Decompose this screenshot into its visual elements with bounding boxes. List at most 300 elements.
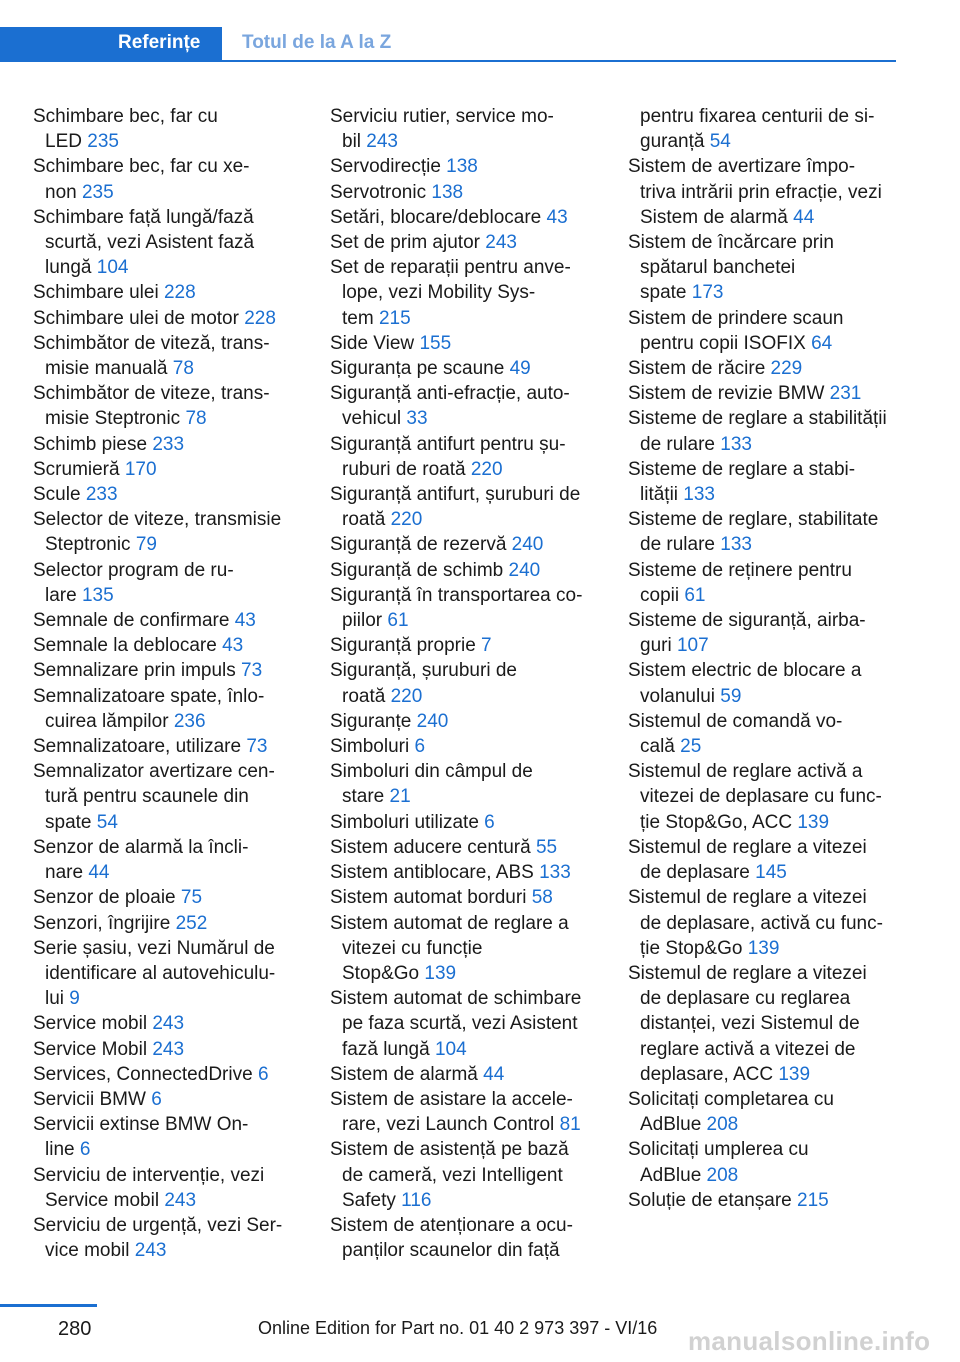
index-line [33, 255, 308, 280]
index-term: Siguranță de schimb [330, 559, 509, 581]
index-line [330, 129, 610, 154]
index-term: Services, ConnectedDrive [33, 1063, 258, 1085]
index-term: Sistem automat borduri [330, 887, 532, 909]
page-ref-link[interactable]: 229 [770, 358, 803, 380]
index-line [33, 104, 308, 129]
index-term: Solicitați umplerea cu [628, 1139, 809, 1161]
page-ref-link[interactable]: 215 [378, 307, 411, 329]
page-ref-link[interactable]: 220 [390, 685, 423, 707]
index-term: nare [45, 862, 89, 884]
index-line [33, 1163, 308, 1188]
index-term: Schimbător de viteze, trans- [33, 383, 270, 405]
index-term: non [45, 181, 82, 203]
index-line [628, 205, 928, 230]
index-line [628, 1011, 928, 1036]
page-ref-link[interactable]: 61 [684, 584, 706, 606]
index-term: AdBlue [640, 1114, 707, 1136]
index-line [628, 457, 928, 482]
index-term: Servodirecție [330, 156, 447, 178]
page-ref-link[interactable]: 208 [706, 1164, 739, 1186]
index-term: Service mobil [33, 1013, 153, 1035]
page-ref-link[interactable]: 228 [163, 282, 196, 304]
index-term: Sisteme de reglare, stabilitate [628, 509, 879, 531]
page-ref-link[interactable]: 138 [446, 156, 478, 178]
page-number: 280 [58, 1318, 92, 1340]
index-term: Safety [342, 1189, 402, 1211]
index-term: Semnalizator avertizare cen- [33, 761, 275, 783]
index-term: Simboluri utilizate [330, 811, 485, 833]
index-term: guranță [640, 131, 710, 153]
page-ref-link[interactable]: 9 [69, 988, 80, 1010]
page-ref-link[interactable]: 240 [508, 559, 541, 581]
index-term: panților scaunelor din față [342, 1240, 560, 1262]
index-term: Siguranță în transportarea co- [330, 584, 583, 606]
page-ref-link[interactable]: 116 [401, 1189, 432, 1211]
page-ref-link[interactable]: 170 [124, 458, 157, 480]
page-ref-link[interactable]: 235 [81, 181, 114, 203]
index-line [33, 986, 308, 1011]
page-ref-link[interactable]: 243 [134, 1240, 167, 1262]
index-term: Sistem automat de schimbare [330, 988, 582, 1010]
index-term: Siguranță de rezervă [330, 534, 512, 556]
page-ref-link[interactable]: 215 [797, 1189, 829, 1211]
index-term: lungă [45, 257, 97, 279]
index-line [330, 230, 610, 255]
index-term: copii [640, 584, 685, 606]
index-line [330, 507, 610, 532]
page-ref-link[interactable]: 75 [180, 887, 203, 909]
page-ref-link[interactable]: 43 [234, 610, 256, 632]
index-line [33, 1188, 308, 1213]
index-term: identificare al autovehiculu- [45, 962, 276, 984]
page-ref-link[interactable]: 138 [431, 181, 464, 203]
index-term: Service mobil [45, 1189, 165, 1211]
index-term: scurtă, vezi Asistent fază [45, 232, 255, 254]
page-ref-link[interactable]: 64 [811, 332, 833, 354]
page-ref-link[interactable]: 155 [419, 332, 452, 354]
index-line [330, 709, 610, 734]
index-term: Schimbare față lungă/fază [33, 206, 254, 228]
index-term: de rulare [640, 534, 721, 556]
page-ref-link[interactable]: 133 [539, 862, 571, 884]
index-line [628, 759, 928, 784]
page-ref-link[interactable]: 139 [778, 1063, 811, 1085]
index-term: Sistem de încărcare prin [628, 232, 834, 254]
page-ref-link[interactable]: 133 [720, 433, 752, 455]
page-ref-link[interactable]: 208 [706, 1114, 739, 1136]
index-term: rare, vezi Launch Control [342, 1114, 560, 1136]
index-term: Stop&Go [342, 962, 425, 984]
index-line [330, 532, 610, 557]
index-line [330, 1011, 610, 1036]
index-line [628, 356, 928, 381]
index-term: Siguranță anti-efracție, auto- [330, 383, 570, 405]
index-term: Siguranță antifurt, șuruburi de [330, 484, 581, 506]
page-ref-link[interactable]: 240 [416, 710, 449, 732]
index-line [330, 154, 610, 179]
index-line [330, 810, 610, 835]
index-term: misie Steptronic [45, 408, 186, 430]
index-line [330, 1137, 610, 1162]
index-term: Sistem de alarmă [640, 206, 794, 228]
page-ref-link[interactable]: 173 [691, 282, 724, 304]
page-ref-link[interactable]: 233 [85, 484, 118, 506]
index-term: Semnalizare prin impuls [33, 660, 242, 682]
index-line [330, 331, 610, 356]
index-term: vice mobil [45, 1240, 135, 1262]
index-line [628, 608, 928, 633]
index-line [33, 759, 308, 784]
index-line [33, 482, 308, 507]
index-column-3 [628, 104, 928, 1213]
index-line [33, 457, 308, 482]
page-ref-link[interactable]: 43 [546, 206, 568, 228]
index-term: Simboluri [330, 736, 415, 758]
page-ref-link[interactable]: 6 [484, 811, 495, 833]
page-ref-link[interactable]: 252 [175, 912, 208, 934]
page-ref-link[interactable]: 220 [390, 509, 423, 531]
index-line [330, 406, 610, 431]
index-term: lope, vezi Mobility Sys- [342, 282, 536, 304]
index-term: de cameră, vezi Intelligent [342, 1164, 563, 1186]
page-ref-link[interactable]: 43 [222, 635, 244, 657]
index-line [330, 1213, 610, 1238]
index-term: fază lungă [342, 1038, 435, 1060]
page-ref-link[interactable]: 54 [709, 131, 731, 153]
index-term: Sistem automat de reglare a [330, 912, 569, 934]
index-line [330, 658, 610, 683]
page-ref-link[interactable]: 78 [185, 408, 207, 430]
index-term: line [45, 1139, 80, 1161]
index-column-1 [33, 104, 308, 1263]
index-term: Sistem de avertizare împo- [628, 156, 856, 178]
index-line [628, 1112, 928, 1137]
index-line [330, 280, 610, 305]
page-ref-link[interactable]: 235 [87, 131, 119, 153]
index-line [628, 658, 928, 683]
index-line [330, 936, 610, 961]
index-line [628, 406, 928, 431]
index-line [628, 180, 928, 205]
index-line [628, 104, 928, 129]
index-term: Sistem aducere centură [330, 836, 536, 858]
index-term: AdBlue [640, 1164, 707, 1186]
index-term: ție Stop&Go [640, 937, 748, 959]
index-line [33, 658, 308, 683]
index-term: Semnalizatoare, utilizare [33, 736, 247, 758]
index-term: Selector program de ru- [33, 559, 234, 581]
index-line [628, 810, 928, 835]
index-line [330, 835, 610, 860]
page-ref-link[interactable]: 107 [676, 635, 709, 657]
index-term: Serviciu de urgență, vezi Ser- [33, 1214, 283, 1236]
index-term: Senzor de ploaie [33, 887, 181, 909]
index-term: reglare activă a vitezei de [640, 1038, 856, 1060]
page-ref-link[interactable]: 228 [244, 307, 276, 329]
index-line [33, 306, 308, 331]
index-line [330, 482, 610, 507]
index-term: triva intrării prin efracție, vezi [640, 181, 882, 203]
index-term: cală [640, 736, 681, 758]
index-line [33, 911, 308, 936]
index-term: lare [45, 584, 82, 606]
index-line [628, 482, 928, 507]
index-line [330, 1087, 610, 1112]
page-ref-link[interactable]: 243 [485, 232, 517, 254]
index-line [628, 381, 928, 406]
index-line [628, 784, 928, 809]
index-line [330, 104, 610, 129]
index-line [330, 356, 610, 381]
index-term: Serie șasiu, vezi Numărul de [33, 937, 275, 959]
index-term: guri [640, 635, 677, 657]
page-ref-link[interactable]: 135 [81, 584, 114, 606]
index-line [628, 709, 928, 734]
index-term: Sistem de alarmă [330, 1063, 484, 1085]
index-line [628, 986, 928, 1011]
index-line [628, 961, 928, 986]
page-ref-link[interactable]: 44 [88, 862, 110, 884]
page-ref-link[interactable]: 145 [755, 862, 787, 884]
index-line [628, 1037, 928, 1062]
index-line [330, 255, 610, 280]
index-line [628, 911, 928, 936]
index-term: Sistem antiblocare, ABS [330, 862, 540, 884]
page-ref-link[interactable]: 44 [483, 1063, 505, 1085]
index-term: misie manuală [45, 358, 173, 380]
index-term: tură pentru scaunele din [45, 786, 249, 808]
index-term: Semnale de confirmare [33, 610, 235, 632]
index-line [330, 784, 610, 809]
page-ref-link[interactable]: 61 [387, 610, 409, 632]
page-ref-link[interactable]: 58 [531, 887, 553, 909]
index-line [330, 381, 610, 406]
index-line [628, 734, 928, 759]
footer-rule [0, 1304, 97, 1307]
index-term: Sistemul de reglare activă a [628, 761, 863, 783]
index-term: pentru fixarea centurii de si- [640, 106, 875, 127]
index-line [330, 1163, 610, 1188]
page-ref-link[interactable]: 240 [511, 534, 544, 556]
index-term: vitezei de deplasare cu func- [640, 786, 882, 808]
index-line [628, 1062, 928, 1087]
page-ref-link[interactable]: 133 [683, 484, 715, 506]
index-line [33, 583, 308, 608]
index-line [628, 885, 928, 910]
index-line [33, 154, 308, 179]
page-ref-link[interactable]: 139 [797, 811, 830, 833]
index-line [33, 608, 308, 633]
index-term: Scrumieră [33, 458, 125, 480]
page-ref-link[interactable]: 233 [152, 433, 185, 455]
index-term: Siguranță, șuruburi de [330, 660, 517, 682]
section-title: Referințe [118, 32, 201, 53]
index-term: Sistemul de reglare a vitezei [628, 887, 867, 909]
index-line [628, 432, 928, 457]
index-line [330, 633, 610, 658]
index-term: Schimbare ulei [33, 282, 164, 304]
index-line [628, 331, 928, 356]
index-line [330, 684, 610, 709]
index-term: volanului [640, 685, 721, 707]
page-ref-link[interactable]: 243 [366, 131, 398, 153]
index-term: Senzor de alarmă la încli- [33, 836, 249, 858]
index-line [628, 1087, 928, 1112]
page-ref-link[interactable]: 104 [96, 257, 129, 279]
index-line [33, 784, 308, 809]
index-line [330, 583, 610, 608]
index-line [628, 835, 928, 860]
index-line [628, 558, 928, 583]
index-term: Sistem de prindere scaun [628, 307, 844, 329]
index-term: ruburi de roată [342, 458, 471, 480]
subsection-title: Totul de la A la Z [242, 32, 392, 53]
index-line [330, 1112, 610, 1137]
page-ref-link[interactable]: 139 [424, 962, 457, 984]
index-term: LED [45, 131, 88, 153]
index-term: Sistem de revizie BMW [628, 383, 830, 405]
index-term: spate [45, 811, 97, 833]
index-line [330, 911, 610, 936]
index-term: Side View [330, 332, 420, 354]
page-ref-link[interactable]: 231 [829, 383, 862, 405]
index-line [33, 532, 308, 557]
index-term: Serviciu de intervenție, vezi [33, 1164, 265, 1186]
index-term: cuirea lămpilor [45, 710, 174, 732]
index-line [33, 1037, 308, 1062]
index-line [33, 860, 308, 885]
page-ref-link[interactable]: 73 [246, 736, 268, 758]
index-term: Sistemul de comandă vo- [628, 710, 843, 732]
page-ref-link[interactable]: 243 [164, 1189, 197, 1211]
page-ref-link[interactable]: 104 [434, 1038, 467, 1060]
header-rule [222, 60, 896, 62]
page-ref-link[interactable]: 81 [559, 1114, 581, 1136]
page-ref-link[interactable]: 6 [414, 736, 426, 758]
index-term: Siguranță antifurt pentru șu- [330, 433, 566, 455]
index-line [330, 885, 610, 910]
index-line [33, 835, 308, 860]
index-term: Set de reparații pentru anve- [330, 257, 571, 279]
index-line [628, 129, 928, 154]
index-line [628, 684, 928, 709]
watermark: manualsonline.info [688, 1326, 931, 1356]
index-line [330, 306, 610, 331]
index-line [33, 810, 308, 835]
index-term: Servotronic [330, 181, 432, 203]
page-ref-link[interactable]: 49 [509, 358, 531, 380]
index-line [33, 1011, 308, 1036]
index-line [628, 255, 928, 280]
index-term: Semnale la deblocare [33, 635, 223, 657]
index-line [628, 306, 928, 331]
index-term: Schimbare ulei de motor [33, 307, 245, 329]
edition-note: Online Edition for Part no. 01 40 2 973 397 - VI/16 [258, 1318, 658, 1338]
index-term: de rulare [640, 433, 721, 455]
page-ref-link[interactable]: 6 [79, 1139, 91, 1161]
index-term: Schimbare bec, far cu [33, 106, 218, 127]
index-line [330, 860, 610, 885]
index-line [33, 684, 308, 709]
index-term: Sisteme de reținere pentru [628, 559, 852, 581]
index-term: Simboluri din câmpul de [330, 761, 533, 783]
page-ref-link[interactable]: 55 [535, 836, 558, 858]
index-line [33, 1087, 308, 1112]
index-line [33, 381, 308, 406]
index-term: Senzori, îngrijire [33, 912, 176, 934]
index-term: lui [45, 988, 70, 1010]
index-term: de deplasare cu reglarea [640, 988, 851, 1010]
page-ref-link[interactable]: 25 [680, 736, 702, 758]
index-term: Selector de viteze, transmisie [33, 509, 282, 531]
index-line [628, 280, 928, 305]
index-line [330, 205, 610, 230]
index-line [33, 633, 308, 658]
index-term: Siguranțe [330, 710, 417, 732]
index-line [33, 709, 308, 734]
page-ref-link[interactable]: 73 [241, 660, 263, 682]
index-term: Sistem electric de blocare a [628, 660, 862, 682]
index-term: tem [342, 307, 379, 329]
page-ref-link[interactable]: 139 [747, 937, 780, 959]
index-line [330, 1037, 610, 1062]
page-ref-link[interactable]: 243 [152, 1013, 185, 1035]
index-line [33, 1238, 308, 1263]
index-term: spătarul banchetei [640, 257, 796, 279]
index-line [330, 457, 610, 482]
page-ref-link[interactable]: 33 [406, 408, 428, 430]
page-ref-link[interactable]: 243 [152, 1038, 185, 1060]
page-ref-link[interactable]: 54 [96, 811, 118, 833]
index-term: vehicul [342, 408, 407, 430]
page-ref-link[interactable]: 133 [720, 534, 752, 556]
index-line [33, 356, 308, 381]
index-line [330, 558, 610, 583]
index-line [33, 180, 308, 205]
index-term: Sistem de răcire [628, 358, 771, 380]
index-term: Sisteme de reglare a stabilității [628, 408, 887, 430]
index-line [33, 129, 308, 154]
index-line [330, 961, 610, 986]
index-term: distanței, vezi Sistemul de [640, 1013, 860, 1035]
index-term: ție Stop&Go, ACC [640, 811, 798, 833]
index-line [628, 507, 928, 532]
index-term: Siguranță proprie [330, 635, 482, 657]
page-ref-link[interactable]: 59 [720, 685, 742, 707]
page-ref-link[interactable]: 6 [151, 1088, 162, 1110]
index-term: deplasare, ACC [640, 1063, 779, 1085]
index-term: roată [342, 509, 391, 531]
index-line [330, 1062, 610, 1087]
page-ref-link[interactable]: 21 [389, 786, 411, 808]
index-term: Steptronic [45, 534, 136, 556]
page-ref-link[interactable]: 236 [173, 710, 206, 732]
page-ref-link[interactable]: 7 [481, 635, 492, 657]
index-term: Sistemul de reglare a vitezei [628, 962, 867, 984]
page-ref-link[interactable]: 220 [470, 458, 503, 480]
index-term: roată [342, 685, 391, 707]
index-term: Serviciu rutier, service mo- [330, 106, 554, 127]
index-term: Solicitați completarea cu [628, 1088, 834, 1110]
page-ref-link[interactable]: 79 [135, 534, 157, 556]
index-term: de deplasare, activă cu func- [640, 912, 883, 934]
page-ref-link[interactable]: 6 [257, 1063, 269, 1085]
index-term: Schimbare bec, far cu xe- [33, 156, 250, 178]
index-line [330, 432, 610, 457]
index-term: pentru copii ISOFIX [640, 332, 812, 354]
page-ref-link[interactable]: 44 [793, 206, 815, 228]
page-ref-link[interactable]: 78 [172, 358, 194, 380]
